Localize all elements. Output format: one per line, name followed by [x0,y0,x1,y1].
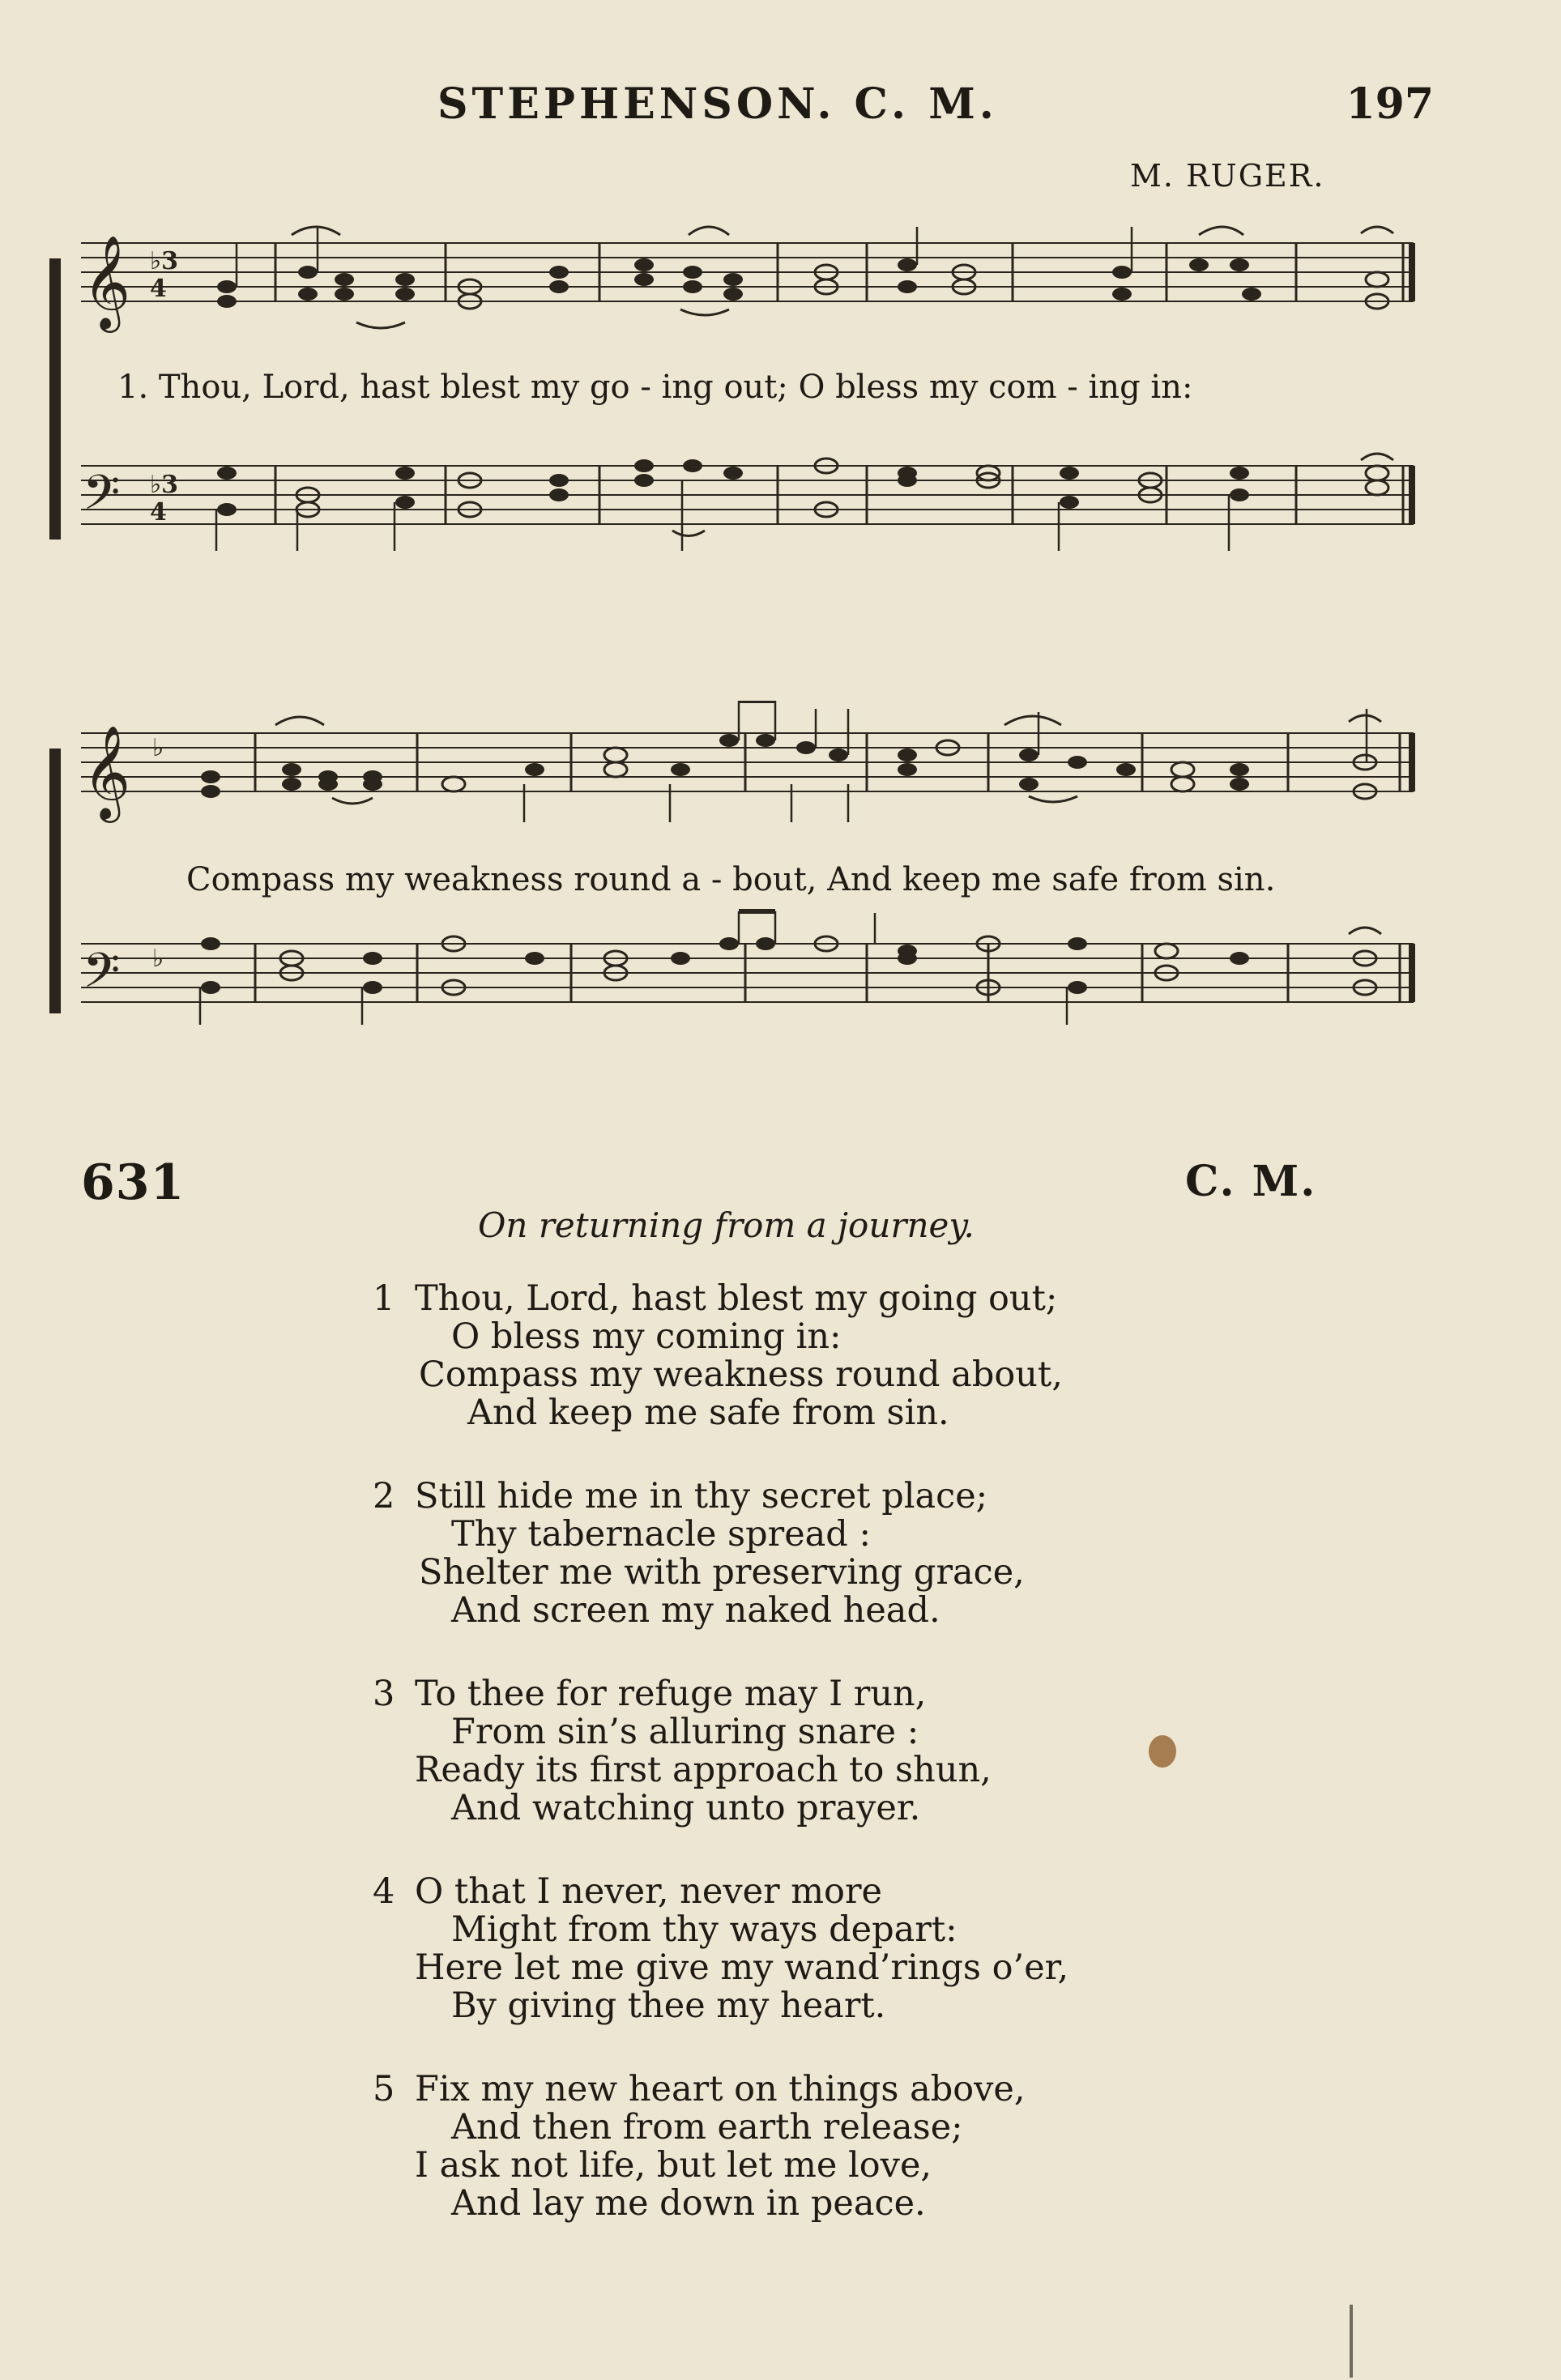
hymn-number: 631 [81,1154,186,1211]
lyrics-line-1: 1. Thou, Lord, hast blest my go - ing out; O bless my com - ing in: [117,369,1193,406]
hymn-meter: C. M. [1185,1157,1317,1206]
svg-text:♭3: ♭3 [150,471,179,499]
svg-text:4: 4 [150,275,167,303]
verse-5 [373,2071,1102,2223]
verse-line: O that I never, never more [415,1871,882,1912]
verse-line: Fix my new heart on things above, [415,2069,1026,2109]
verse-line: O bless my coming in: [451,1316,842,1357]
tune-title: STEPHENSON. C. M. [437,79,998,129]
verse-line: From sin’s alluring snare : [451,1712,919,1752]
ink-stain [1149,1735,1176,1768]
hymn-verses [373,1280,1102,2268]
verse-line: And keep me safe from sin. [467,1393,949,1433]
verse-line: Thy tabernacle spread : [451,1514,871,1555]
verse-line: And watching unto prayer. [451,1788,921,1828]
verse-line: By giving thee my heart. [451,1985,886,2026]
verse-line: Thou, Lord, hast blest my going out; [415,1278,1058,1319]
svg-text:𝄢: 𝄢 [83,942,121,1010]
verse-3 [373,1675,1102,1828]
verse-line: And screen my naked head. [451,1590,940,1631]
verse-line: Shelter me with preserving grace, [419,1552,1025,1593]
verse-number: 3 [373,1674,395,1714]
svg-text:4: 4 [150,498,167,527]
verse-line: Ready its first approach to shun, [415,1750,992,1790]
verse-number: 2 [373,1476,395,1516]
verse-line: I ask not life, but let me love, [415,2145,932,2186]
lyrics-line-2: Compass my weakness round a - bout, And keep me safe from sin. [186,861,1276,898]
hymn-subtitle: On returning from a journey. [478,1205,975,1245]
svg-text:𝄢: 𝄢 [83,464,121,532]
verse-number: 1 [373,1278,395,1319]
verse-line: And lay me down in peace. [451,2183,926,2224]
svg-text:𝄞: 𝄞 [83,234,131,329]
verse-line: And then from earth release; [451,2107,963,2148]
verse-number: 4 [373,1871,395,1912]
verse-line: Compass my weakness round about, [419,1354,1063,1395]
composer-credit: M. RUGER. [1130,158,1325,194]
verse-number: 5 [373,2069,395,2109]
page-number: 197 [1346,79,1434,129]
verse-line: To thee for refuge may I run, [415,1674,927,1714]
verse-2 [373,1478,1102,1630]
verse-line: Might from thy ways depart: [451,1909,957,1950]
svg-text:𝄞: 𝄞 [83,724,131,819]
margin-mark [1350,2305,1353,2378]
svg-text:♭3: ♭3 [150,247,179,275]
verse-line: Still hide me in thy secret place; [415,1476,988,1516]
svg-text:♭: ♭ [152,945,164,973]
verse-4 [373,1873,1102,2025]
verse-1 [373,1280,1102,1432]
verse-line: Here let me give my wand’rings o’er, [415,1947,1069,1988]
svg-text:♭: ♭ [152,734,164,762]
